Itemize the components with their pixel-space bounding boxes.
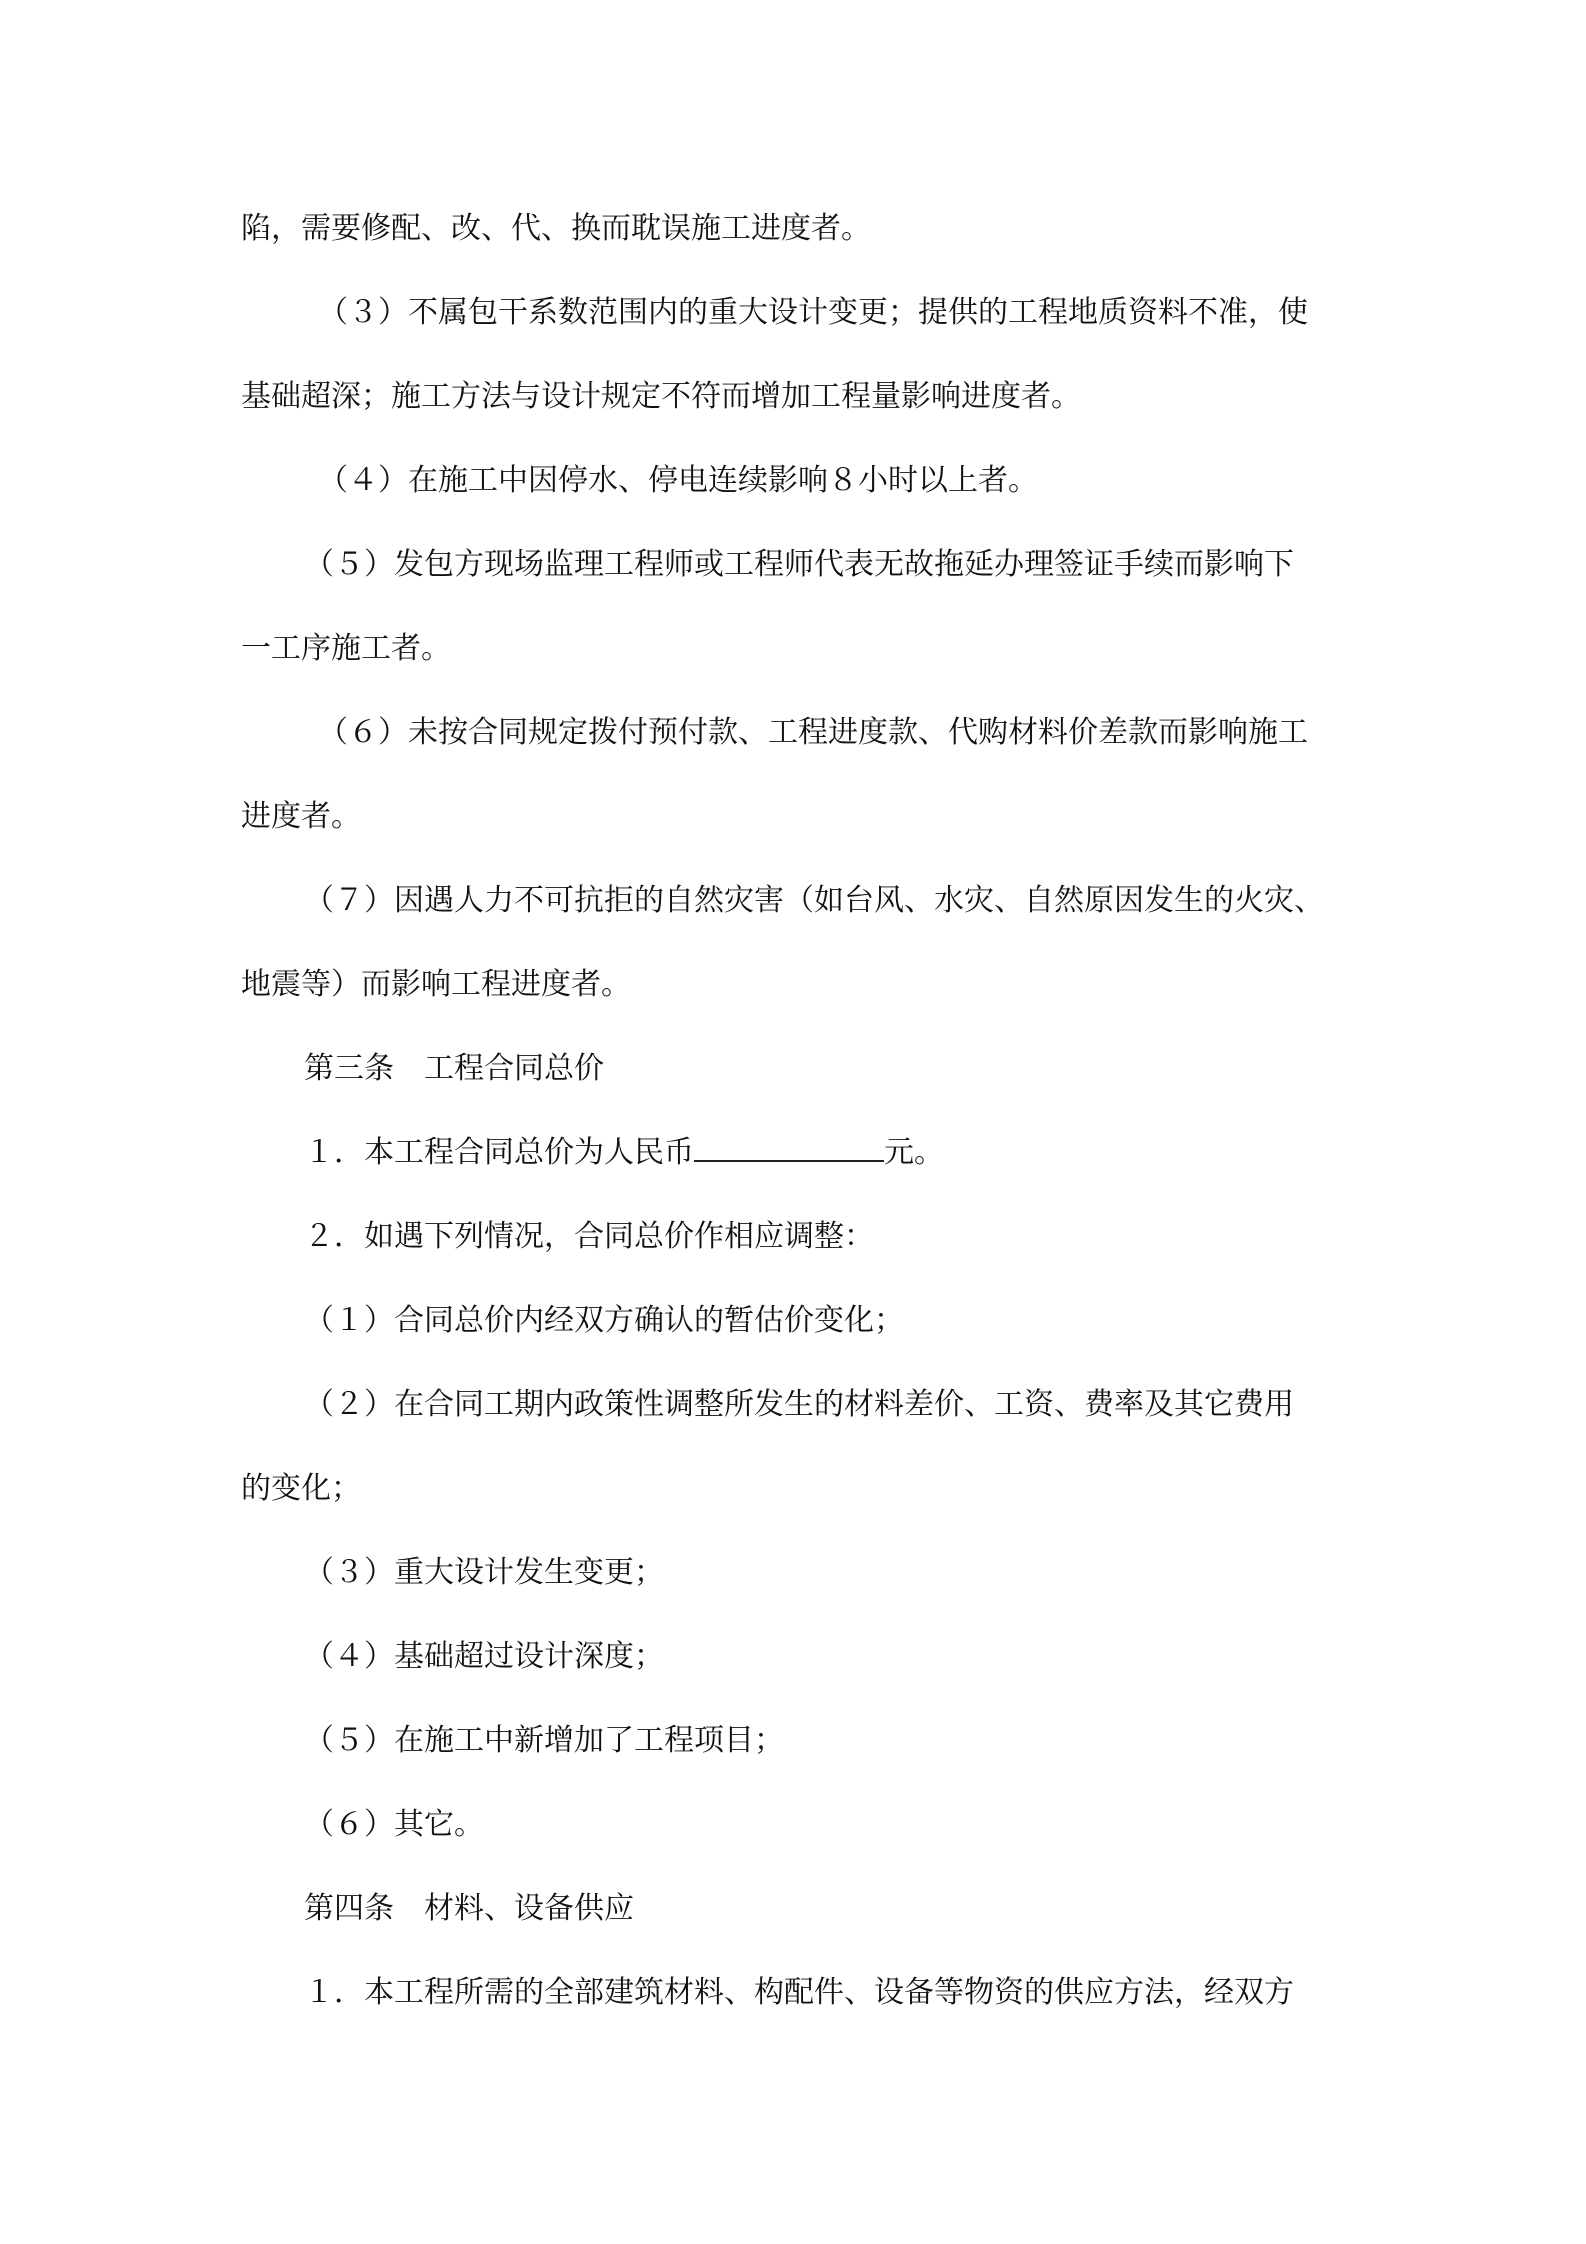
paragraph-line: （５）在施工中新增加了工程项目；	[304, 1723, 784, 1758]
document-body	[241, 196, 1361, 2044]
paragraph-line: （６）未按合同规定拨付预付款、工程进度款、代购材料价差款而影响施工	[318, 715, 1308, 750]
paragraph-line: 进度者。	[241, 799, 361, 834]
paragraph-line: 的变化；	[241, 1471, 361, 1506]
paragraph-line: （２）在合同工期内政策性调整所发生的材料差价、工资、费率及其它费用	[304, 1387, 1294, 1422]
paragraph-line: （５）发包方现场监理工程师或工程师代表无故拖延办理签证手续而影响下	[304, 547, 1294, 582]
article-heading: 第三条 工程合同总价	[304, 1051, 604, 1086]
paragraph-line: （１）合同总价内经双方确认的暂估价变化；	[304, 1303, 904, 1338]
paragraph-line: （４）基础超过设计深度；	[304, 1639, 664, 1674]
paragraph-line: ２．如遇下列情况，合同总价作相应调整：	[304, 1219, 874, 1254]
paragraph-line: 一工序施工者。	[241, 631, 451, 666]
paragraph-line: （４）在施工中因停水、停电连续影响８小时以上者。	[318, 463, 1038, 498]
contract-price-blank	[694, 1134, 884, 1162]
contract-price-line	[241, 1120, 1361, 1204]
paragraph-line: （７）因遇人力不可抗拒的自然灾害（如台风、水灾、自然原因发生的火灾、	[304, 883, 1324, 918]
paragraph-line: 陷，需要修配、改、代、换而耽误施工进度者。	[241, 211, 871, 246]
article-heading: 第四条 材料、设备供应	[304, 1891, 634, 1926]
paragraph-line: （３）重大设计发生变更；	[304, 1555, 664, 1590]
paragraph-line: （６）其它。	[304, 1807, 484, 1842]
paragraph-line: （３）不属包干系数范围内的重大设计变更；提供的工程地质资料不准，使	[318, 295, 1308, 330]
paragraph-line: 地震等）而影响工程进度者。	[241, 967, 631, 1002]
contract-price-prefix: １．本工程合同总价为人民币	[304, 1135, 694, 1170]
paragraph-line: １．本工程所需的全部建筑材料、构配件、设备等物资的供应方法，经双方	[304, 1975, 1294, 2010]
contract-price-suffix: 元。	[884, 1135, 944, 1170]
paragraph-line: 基础超深；施工方法与设计规定不符而增加工程量影响进度者。	[241, 379, 1081, 414]
